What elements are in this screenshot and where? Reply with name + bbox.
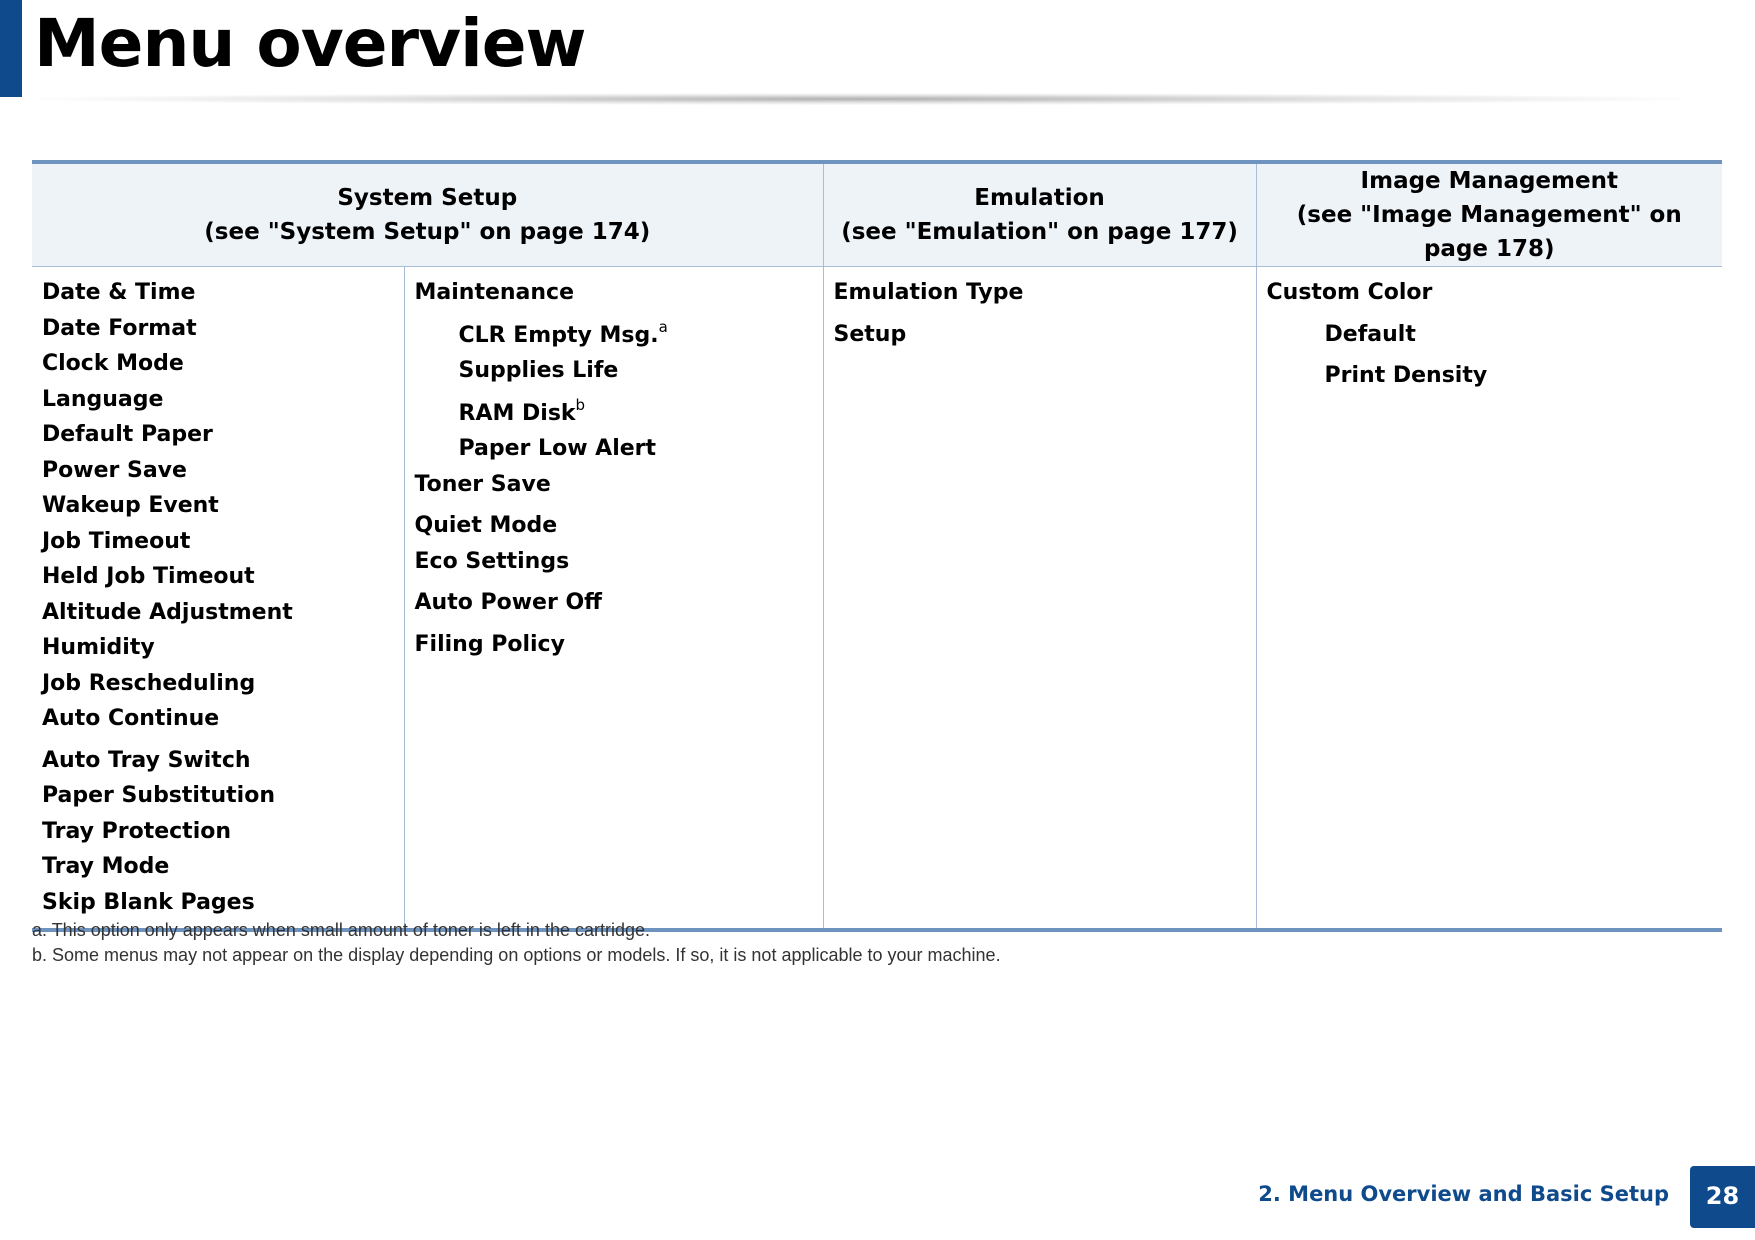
menu-item: Language: [42, 386, 164, 412]
emulation-column: [823, 267, 1256, 931]
header-emulation: [823, 162, 1256, 267]
menu-item: Altitude Adjustment: [42, 599, 293, 625]
system-setup-column-1: [32, 267, 404, 931]
menu-item: Clock Mode: [42, 351, 184, 376]
menu-item-maintenance: Maintenance: [414, 280, 575, 305]
footnote-mark: b: [575, 395, 586, 414]
footnote-mark: a: [658, 317, 668, 336]
title-accent-bar: [0, 0, 22, 97]
menu-item: Tray Protection: [42, 818, 232, 844]
menu-item-custom-color: Custom Color: [1266, 280, 1433, 305]
menu-item: Date Format: [42, 315, 197, 341]
menu-item: Paper Substitution: [42, 783, 275, 808]
menu-item: Power Save: [42, 457, 187, 483]
menu-item: Held Job Timeout: [42, 564, 255, 589]
menu-item: Auto Tray Switch: [42, 747, 251, 773]
submenu-item-clr-empty-msg: [415, 318, 813, 354]
submenu-item-label: CLR Empty Msg.: [458, 322, 659, 348]
submenu-item-label: RAM Disk: [458, 400, 576, 426]
menu-overview-table: [32, 160, 1722, 932]
submenu-item: Paper Low Alert: [458, 436, 657, 461]
footnotes: [32, 918, 1001, 968]
title-divider: [30, 93, 1690, 105]
submenu-item: Supplies Life: [458, 358, 619, 383]
system-setup-column-2: [404, 267, 823, 931]
menu-item: Setup: [833, 321, 907, 347]
menu-item: Eco Settings: [414, 548, 570, 574]
menu-item: Job Rescheduling: [42, 670, 256, 696]
submenu-item: Print Density: [1324, 363, 1488, 388]
header-image-management: [1256, 162, 1722, 267]
header-title: Image Management: [1360, 168, 1618, 194]
table-body-row: [32, 267, 1722, 931]
page-number-badge: 28: [1690, 1166, 1755, 1228]
chapter-link[interactable]: 2. Menu Overview and Basic Setup: [1258, 1182, 1669, 1206]
footnote-b: b. Some menus may not appear on the display depending on options or models. If so, it is not applicable to your machine.: [32, 945, 1001, 965]
menu-item: Auto Power Off: [414, 590, 602, 615]
menu-item: Auto Continue: [42, 706, 220, 731]
submenu-item: Default: [1324, 321, 1416, 347]
table-header-row: [32, 162, 1722, 267]
header-system-setup: [32, 162, 823, 267]
menu-item: Default Paper: [42, 422, 213, 447]
header-page-ref: (see "Emulation" on page 177): [841, 219, 1238, 245]
menu-item: Toner Save: [414, 471, 551, 497]
image-management-column: [1256, 267, 1722, 931]
header-title: System Setup: [337, 185, 518, 211]
menu-item: Date & Time: [42, 280, 196, 305]
menu-item: Wakeup Event: [42, 493, 219, 518]
header-page-ref: (see "Image Management" on page 178): [1296, 202, 1682, 262]
menu-item: Skip Blank Pages: [42, 889, 255, 915]
menu-item: Filing Policy: [414, 631, 565, 657]
submenu-item-ram-disk: [415, 396, 813, 432]
header-page-ref: (see "System Setup" on page 174): [204, 219, 651, 245]
header-title: Emulation: [974, 185, 1105, 211]
footnote-a: a. This option only appears when small amount of toner is left in the cartridge.: [32, 920, 651, 940]
menu-item: Tray Mode: [42, 854, 170, 879]
menu-item: Quiet Mode: [414, 513, 558, 538]
page-title: Menu overview: [34, 5, 586, 82]
menu-item: Humidity: [42, 635, 155, 660]
menu-item: Emulation Type: [833, 280, 1024, 305]
menu-item: Job Timeout: [42, 528, 191, 554]
